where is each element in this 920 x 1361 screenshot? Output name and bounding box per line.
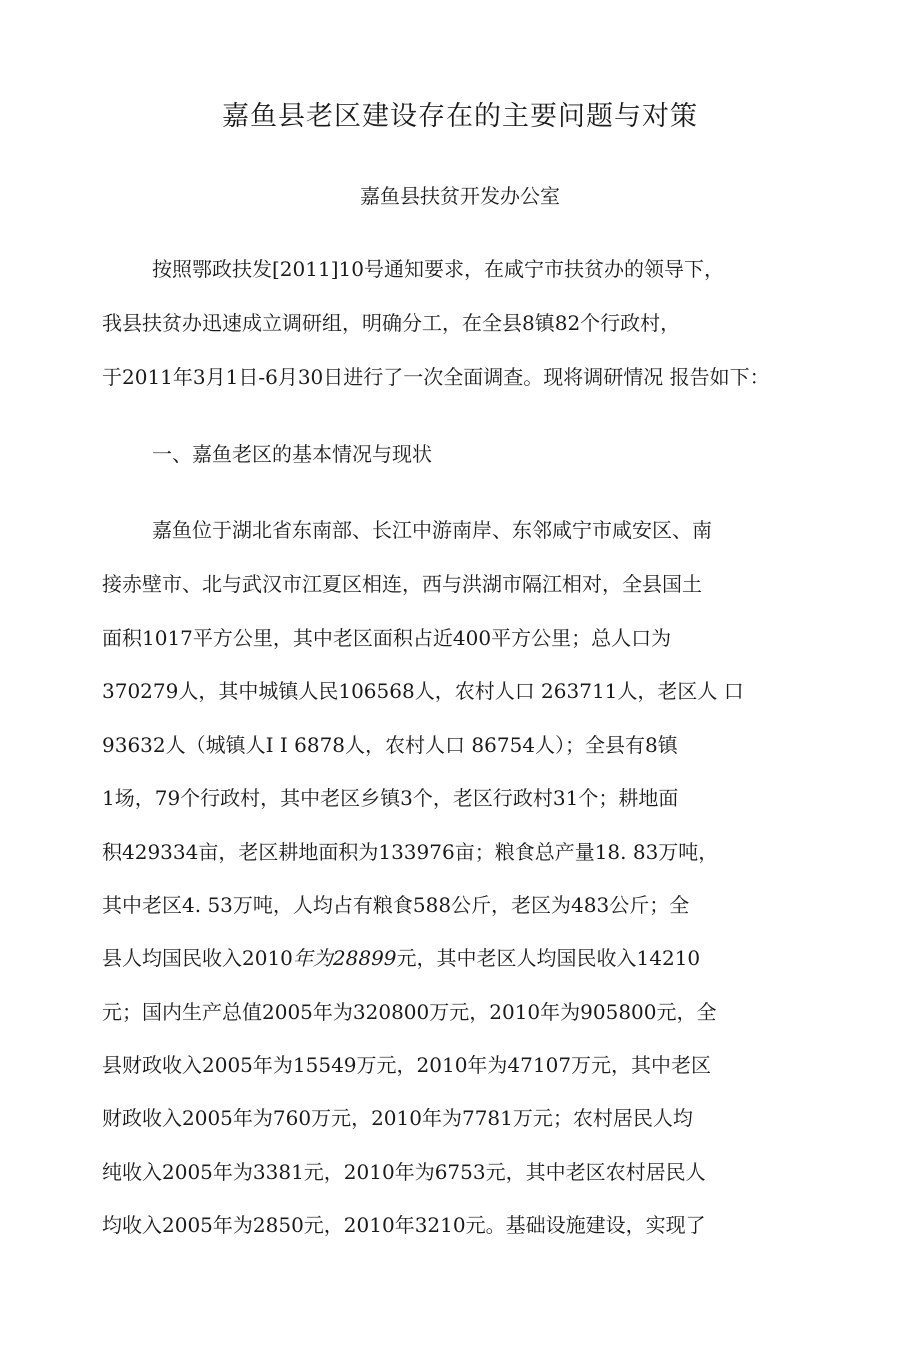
intro-line-3: 于2011年3月1日-6月30日进行了一次全面调查。现将调研情况 报告如下： [102,365,770,389]
paragraph-line: 财政收入2005年为760万元，2010年为7781万元；农村居民人均 [102,1106,693,1130]
section-heading: 一、嘉鱼老区的基本情况与现状 [152,442,432,466]
paragraph-line: 1场，79个行政村，其中老区乡镇3个，老区行政村31个；耕地面 [102,786,679,810]
paragraph-line: 其中老区4. 53万吨，人均占有粮食588公斤，老区为483公斤；全 [102,893,690,917]
document-title: 嘉鱼县老区建设存在的主要问题与对策 [222,101,698,132]
paragraph-line: 嘉鱼位于湖北省东南部、长江中游南岸、东邻咸宁市咸安区、南 [152,518,712,542]
paragraph-line: 县财政收入2005年为15549万元，2010年为47107万元，其中老区 [102,1053,712,1077]
document-author: 嘉鱼县扶贫开发办公室 [360,184,560,208]
paragraph-line: 面积1017平方公里，其中老区面积占近400平方公里；总人口为 [102,626,672,650]
intro-line-1: 按照鄂政扶发[2011]10号通知要求，在咸宁市扶贫办的领导下， [152,257,724,281]
paragraph-line: 370279人，其中城镇人民106568人，农村人口 263711人，老区人 口 [102,679,744,703]
paragraph-line: 元；国内生产总值2005年为320800万元，2010年为905800元，全 [102,1000,717,1024]
intro-line-2: 我县扶贫办迅速成立调研组，明确分工，在全县8镇82个行政村， [102,311,681,335]
paragraph-line: 均收入2005年为2850元，2010年3210元。基础设施建设，实现了 [102,1213,706,1237]
line-text-post: 元，其中老区人均国民收入14210 [396,946,701,970]
paragraph-line: 纯收入2005年为3381元，2010年为6753元，其中老区农村居民人 [102,1160,706,1184]
paragraph-line: 积429334亩，老区耕地面积为133976亩；粮食总产量18. 83万吨， [102,840,719,864]
paragraph-line [102,944,700,972]
line-text-pre: 县人均国民收入2010 [102,946,293,970]
paragraph-line: 93632人（城镇人I I 6878人，农村人口 86754人）；全县有8镇 [102,733,678,757]
line-text-italic: 年为28899 [292,946,397,970]
paragraph-line: 接赤壁市、北与武汉市江夏区相连，西与洪湖市隔江相对，全县国土 [102,572,702,596]
